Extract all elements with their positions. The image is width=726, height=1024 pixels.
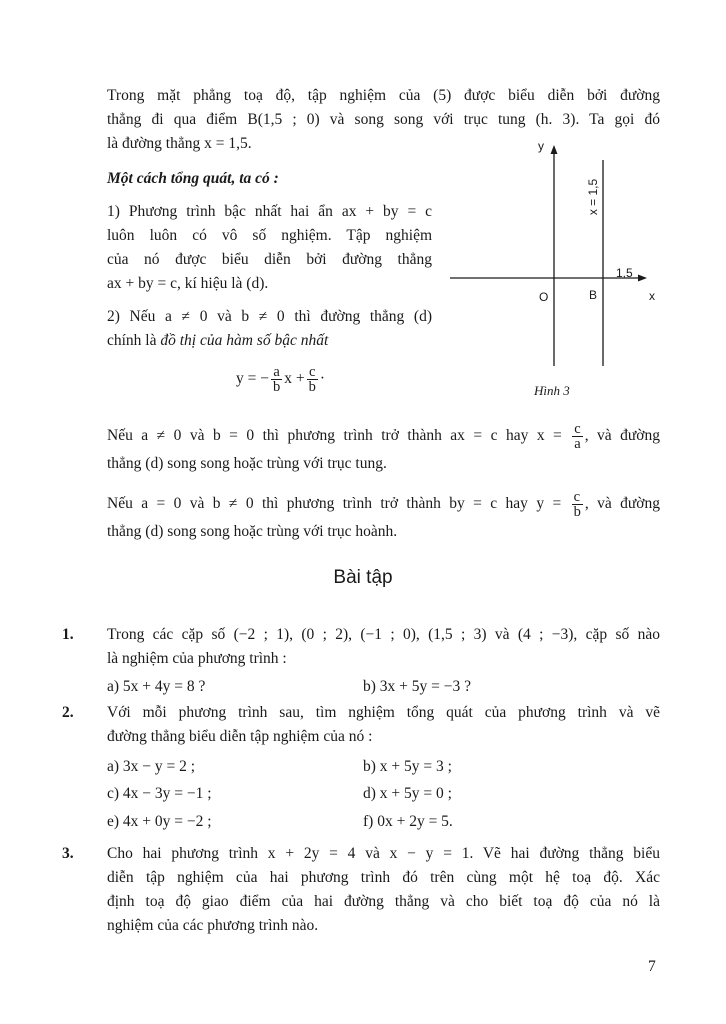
- note-2-line-2: thẳng (d) song song hoặc trùng với trục hoành.: [107, 523, 398, 540]
- y-axis-arrow: [551, 145, 558, 154]
- point-2-italic: đồ thị của hàm số bậc nhất: [160, 332, 329, 349]
- intro-line-2: thẳng đi qua điểm B(1,5 ; 0) và song song với trục tung (h. 3). Ta gọi đó: [107, 111, 660, 128]
- x-axis-label: x: [649, 289, 655, 303]
- exercise-2-d: d) x + 5y = 0 ;: [363, 785, 452, 802]
- note-1-line-1: Nếu a ≠ 0 và b = 0 thì phương trình trở thành ax = c hay x = $\frac{c}{a}$ , và đường: [107, 420, 660, 452]
- point-1-line-4: ax + by = c, kí hiệu là (d).: [107, 275, 269, 292]
- x-axis-arrow: [638, 275, 647, 282]
- exercise-2-number: 2.: [62, 704, 74, 721]
- value-label: 1,5: [616, 266, 633, 280]
- exercise-3-line-2: diễn tập nghiệm của hai phương trình đó trên cùng một hệ toạ độ. Xác: [107, 869, 660, 886]
- fraction-c-over-b-note: $\frac{c}{b}$: [573, 488, 581, 520]
- point-2-line-2: [107, 329, 432, 353]
- note-2: [107, 488, 660, 544]
- exercise-3-number: 3.: [62, 845, 74, 862]
- exercises-title: Bài tập: [333, 567, 393, 588]
- fraction-a-over-b: $\frac{a}{b}$: [272, 364, 281, 395]
- exercise-2-a: a) 3x − y = 2 ;: [107, 758, 196, 775]
- exercise-1-line-1: Trong các cặp số (−2 ; 1), (0 ; 2), (−1 ; 0), (1,5 ; 3) và (4 ; −3), cặp số nào: [107, 626, 660, 643]
- origin-label: O: [539, 290, 549, 304]
- line-label-wrap: [586, 160, 621, 230]
- exercise-2-line-1: Với mỗi phương trình sau, tìm nghiệm tổng quát của phương trình và vẽ: [107, 704, 660, 721]
- note-1-line-2: thẳng (d) song song hoặc trùng với trục tung.: [107, 455, 387, 472]
- fraction-c-over-a: $\frac{c}{a}$: [574, 420, 581, 452]
- figure-3: [440, 138, 680, 398]
- point-2-prefix: chính là: [107, 332, 161, 349]
- note-1: [107, 420, 660, 476]
- exercise-3-line-4: nghiệm của các phương trình nào.: [107, 917, 319, 934]
- fraction-c-over-b: $\frac{c}{b}$: [308, 364, 316, 395]
- exercise-1-number: 1.: [62, 626, 74, 643]
- exercise-1-line-2: là nghiệm của phương trình :: [107, 650, 287, 667]
- exercise-1: [107, 623, 660, 671]
- intro-line-1: Trong mặt phẳng toạ độ, tập nghiệm của (5) được biểu diễn bởi đường: [107, 87, 660, 104]
- figure-caption: Hình 3: [534, 383, 570, 398]
- linear-function-formula: [236, 365, 325, 394]
- formula-lhs: y = −: [236, 370, 269, 388]
- formula-mid: x +: [284, 370, 305, 388]
- point-2-line-1: 2) Nếu a ≠ 0 và b ≠ 0 thì đường thẳng (d): [107, 308, 432, 325]
- formula-end: ·: [319, 370, 326, 388]
- coordinate-plane: [440, 138, 680, 373]
- exercise-2-f: f) 0x + 2y = 5.: [363, 813, 453, 830]
- y-axis-label: y: [538, 139, 544, 153]
- point-b-label: B: [589, 288, 598, 302]
- exercise-2-line-2: đường thẳng biểu diễn tập nghiệm của nó :: [107, 728, 373, 745]
- point-1: [107, 200, 432, 296]
- exercise-3-line-1: Cho hai phương trình x + 2y = 4 và x − y = 1. Vẽ hai đường thẳng biểu: [107, 845, 660, 862]
- note-2-line-1: Nếu a = 0 và b ≠ 0 thì phương trình trở thành by = c hay y = $\frac{c}{b}$ , và đường: [107, 488, 660, 520]
- exercise-2-e: e) 4x + 0y = −2 ;: [107, 813, 212, 830]
- exercise-3: [107, 842, 660, 938]
- general-heading: Một cách tổng quát, ta có :: [107, 170, 279, 187]
- point-1-line-1: 1) Phương trình bậc nhất hai ẩn ax + by = c: [107, 203, 432, 220]
- point-1-line-2: luôn luôn có vô số nghiệm. Tập nghiệm: [107, 227, 432, 244]
- point-2: [107, 305, 432, 353]
- exercise-2: [107, 701, 660, 749]
- exercise-3-line-3: định toạ độ giao điểm của hai đường thẳng và cho biết toạ độ của nó là: [107, 893, 660, 910]
- exercise-2-c: c) 4x − 3y = −1 ;: [107, 785, 212, 802]
- line-label: x = 1,5: [586, 178, 601, 216]
- page-number: 7: [648, 958, 656, 975]
- point-1-line-3: của nó được biểu diễn bởi đường thẳng: [107, 251, 432, 268]
- intro-line-3: là đường thẳng x = 1,5.: [107, 135, 252, 152]
- exercise-1-a: a) 5x + 4y = 8 ?: [107, 678, 206, 695]
- exercise-2-b: b) x + 5y = 3 ;: [363, 758, 452, 775]
- exercise-1-b: b) 3x + 5y = −3 ?: [363, 678, 472, 695]
